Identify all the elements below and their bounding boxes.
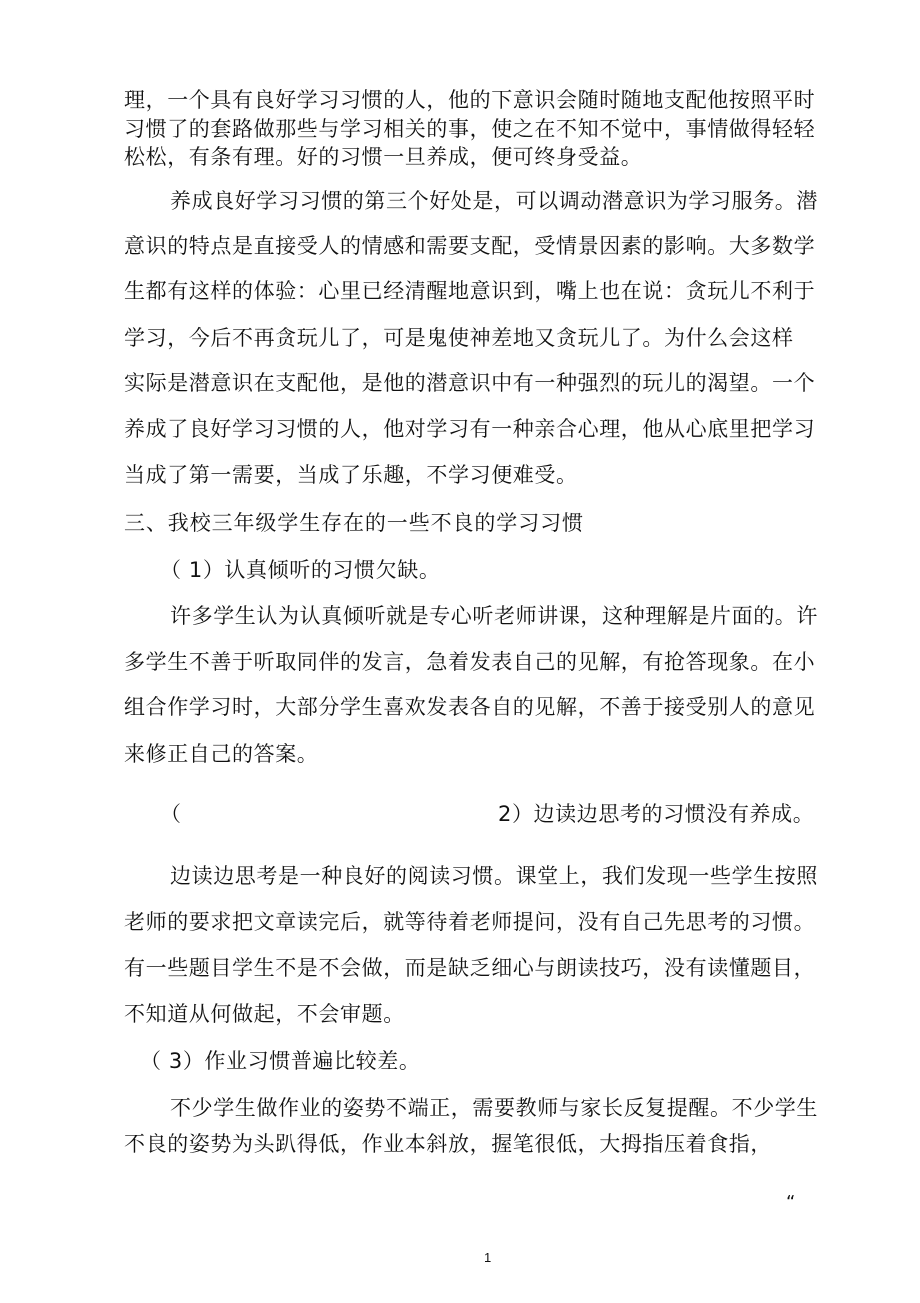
text-line: 不良的姿势为头趴得低，作业本斜放，握笔很低，大拇指压着食指， xyxy=(124,1132,772,1156)
subheading-open-paren: （ xyxy=(160,802,182,826)
text-line: 养成了良好学习习惯的人，他对学习有一种亲合心理，他从心底里把学习 xyxy=(124,417,816,441)
trailing-quote-mark: “ xyxy=(786,1192,796,1213)
subheading: （ 3）作业习惯普遍比较差。 xyxy=(140,1049,421,1073)
text-line: 多学生不善于听取同伴的发言，急着发表自己的见解，有抢答现象。在小 xyxy=(124,650,816,674)
text-line: 松松，有条有理。好的习惯一旦养成，便可终身受益。 xyxy=(124,145,643,169)
subheading: 2）边读边思考的习惯没有养成。 xyxy=(498,802,815,826)
text-line: 老师的要求把文章读完后，就等待着老师提问，没有自己先思考的习惯。 xyxy=(124,910,816,934)
text-line: 有一些题目学生不是不会做，而是缺乏细心与朗读技巧，没有读懂题目， xyxy=(124,956,816,980)
text-line: 来修正自己的答案。 xyxy=(124,742,319,766)
section-heading: 三、我校三年级学生存在的一些不良的学习习惯 xyxy=(124,511,584,535)
text-line: 意识的特点是直接受人的情感和需要支配，受情景因素的影响。大多数学 xyxy=(124,234,816,258)
text-line: 不少学生做作业的姿势不端正，需要教师与家长反复提醒。不少学生 xyxy=(170,1096,818,1120)
page-number: 1 xyxy=(484,1250,492,1265)
text-line: 许多学生认为认真倾听就是专心听老师讲课，这种理解是片面的。许 xyxy=(170,604,818,628)
text-line: 实际是潜意识在支配他，是他的潜意识中有一种强烈的玩儿的渴望。一个 xyxy=(124,371,816,395)
subheading: （ 1）认真倾听的习惯欠缺。 xyxy=(160,558,441,582)
text-line: 不知道从何做起，不会审题。 xyxy=(124,1002,405,1026)
text-line: 生都有这样的体验：心里已经清醒地意识到，嘴上也在说：贪玩儿不利于 xyxy=(124,279,816,303)
text-line: 当成了第一需要，当成了乐趣，不学习便难受。 xyxy=(124,463,578,487)
text-line: 边读边思考是一种良好的阅读习惯。课堂上，我们发现一些学生按照 xyxy=(170,864,818,888)
text-line: 理，一个具有良好学习习惯的人，他的下意识会随时随地支配他按照平时 xyxy=(124,88,816,112)
text-line: 学习，今后不再贪玩儿了，可是鬼使神差地又贪玩儿了。为什么会这样 xyxy=(124,326,794,350)
text-line: 习惯了的套路做那些与学习相关的事，使之在不知不觉中，事情做得轻轻 xyxy=(124,117,816,141)
text-line: 养成良好学习习惯的第三个好处是，可以调动潜意识为学习服务。潜 xyxy=(170,189,818,213)
text-line: 组合作学习时，大部分学生喜欢发表各自的见解，不善于接受别人的意见 xyxy=(124,695,816,719)
